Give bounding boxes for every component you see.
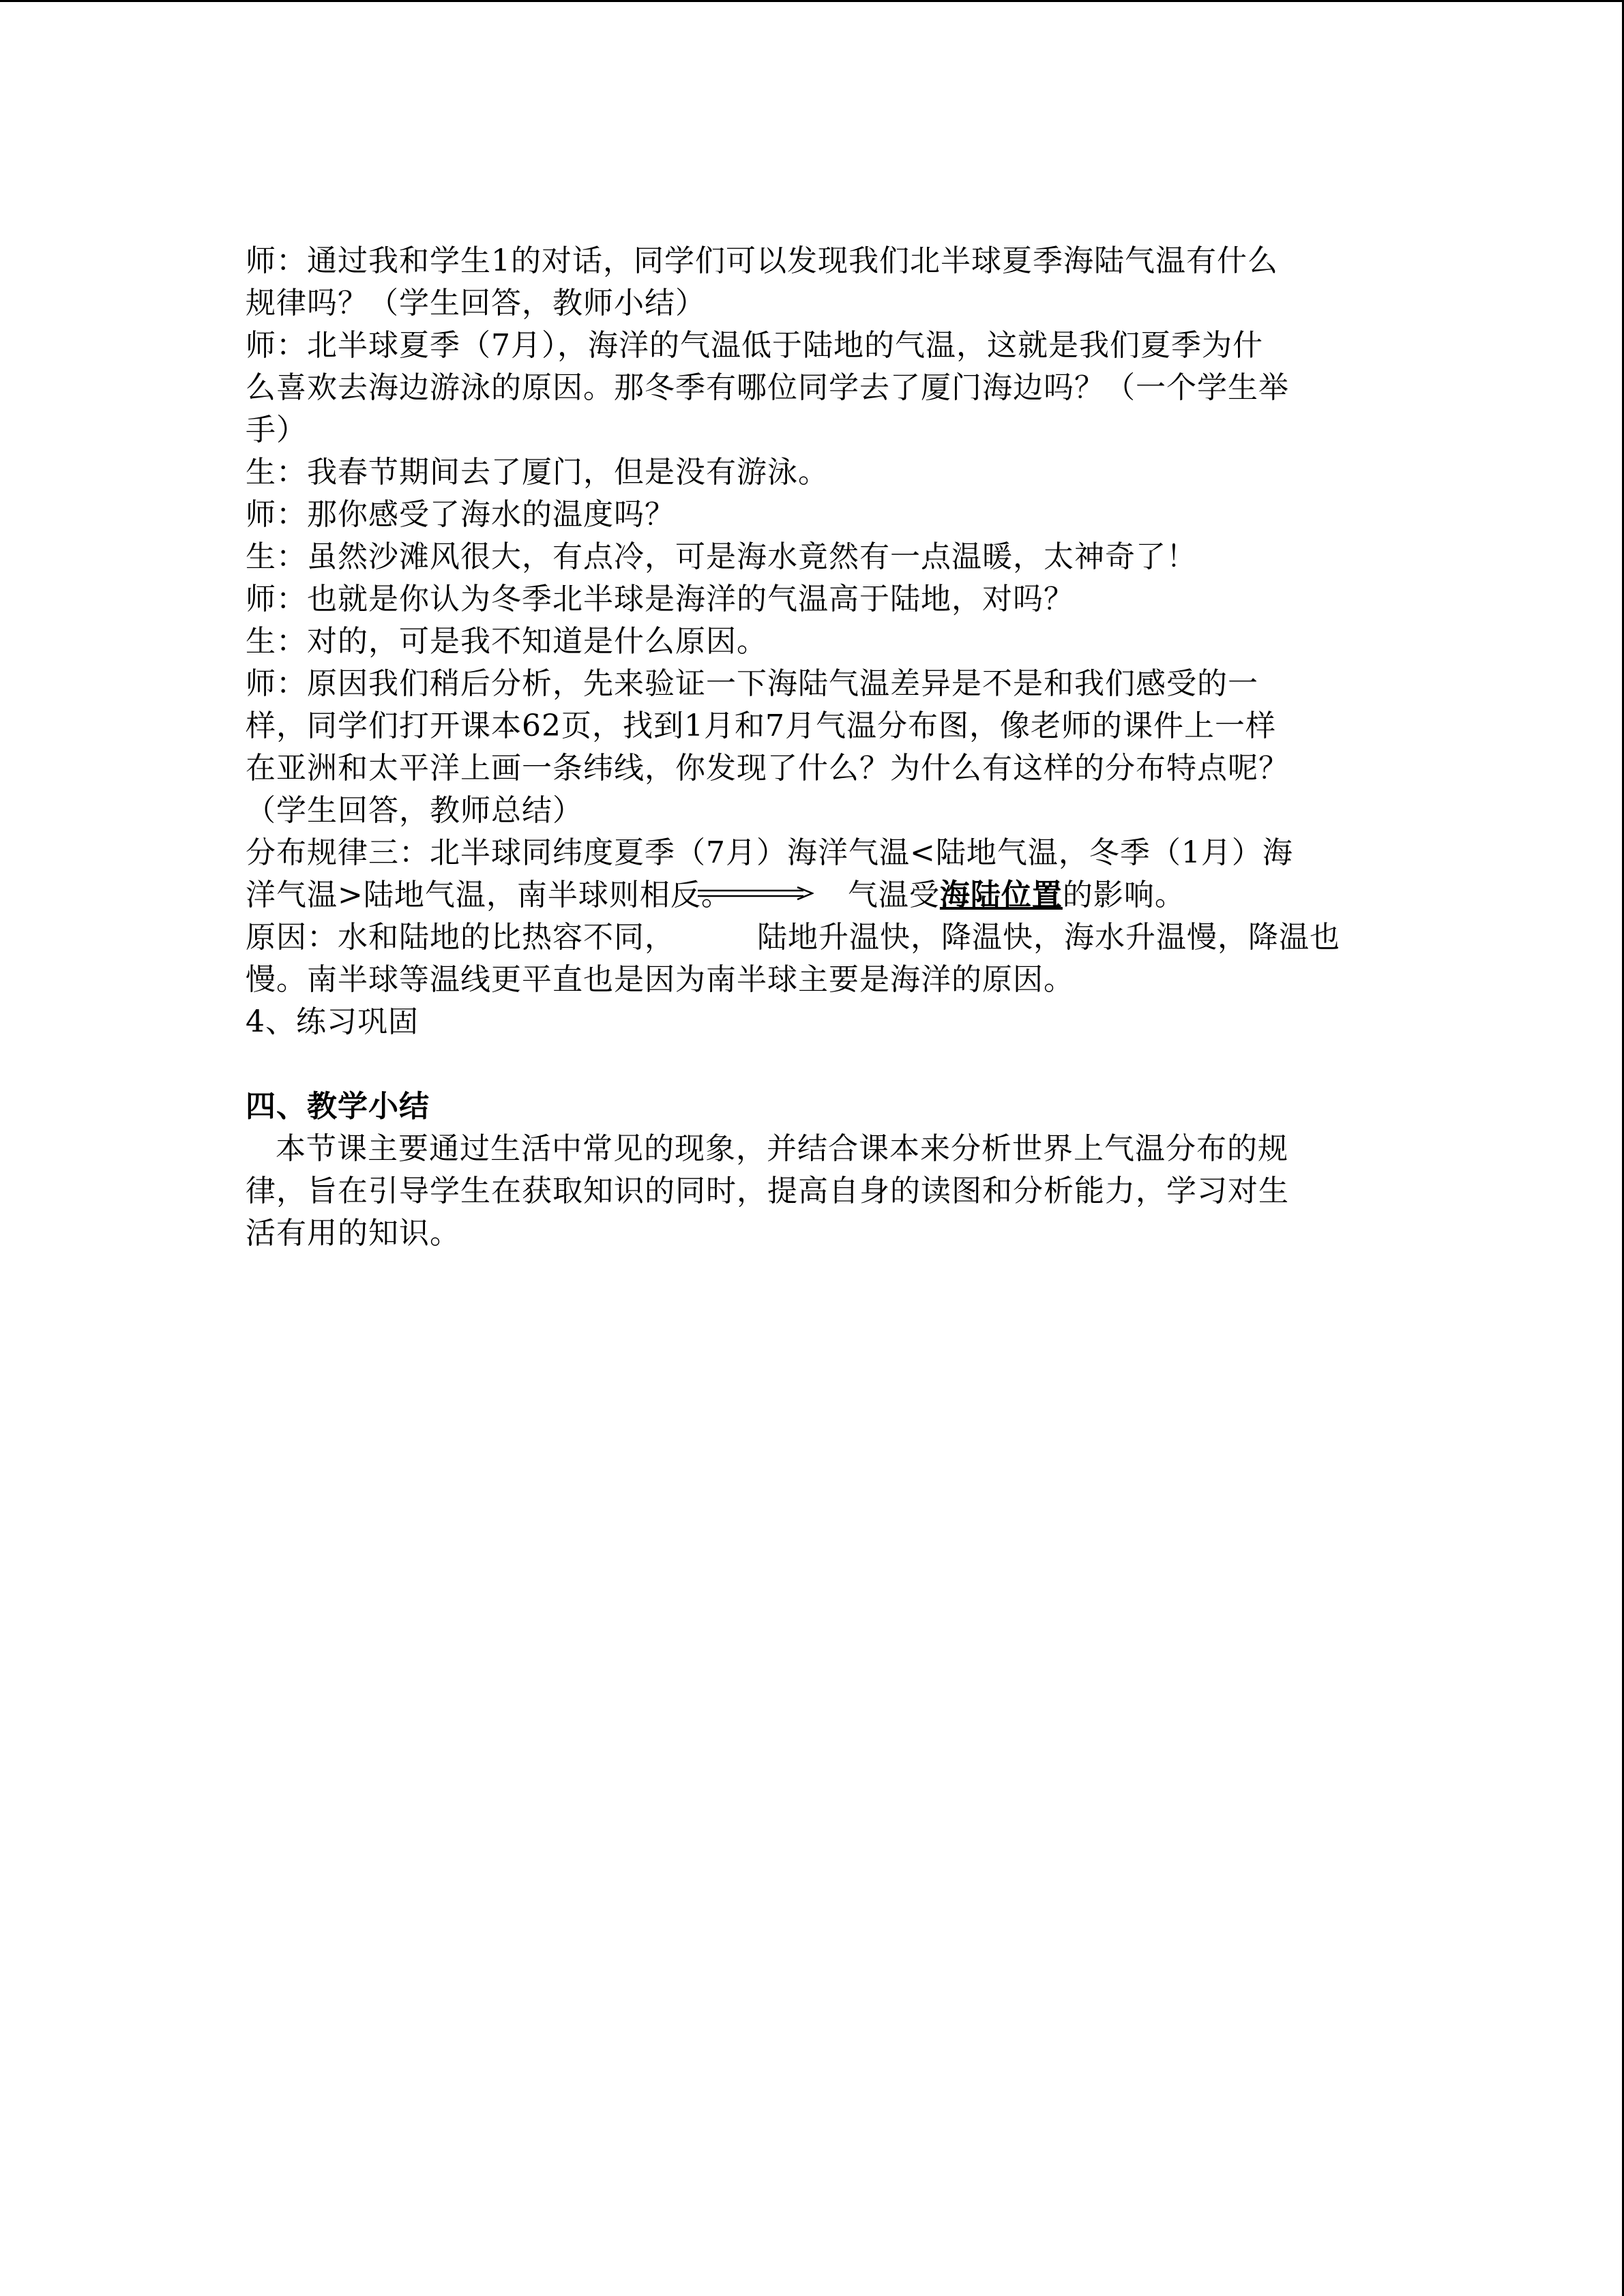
text-line: 活有用的知识。: [246, 1216, 460, 1251]
text-line: 样，同学们打开课本62页，找到1月和7月气温分布图，像老师的课件上一样: [246, 709, 1276, 743]
document-body: [246, 240, 1378, 1255]
reason-text: 原因：水和陆地的比热容不同，: [246, 920, 675, 955]
text-line: 生：我春节期间去了厦门，但是没有游泳。: [246, 455, 829, 490]
text-line: 生：对的，可是我不知道是什么原因。: [246, 624, 767, 659]
dialogue-paragraph: [246, 621, 1378, 663]
rule-text: 气温受: [847, 878, 940, 912]
rule-text: 洋气温>陆地气温，南半球则相反。: [246, 878, 732, 912]
summary-paragraph: [246, 1128, 1378, 1255]
dialogue-paragraph: [246, 240, 1378, 325]
dialogue-paragraph: [246, 578, 1378, 621]
rule-text: 的影响。: [1062, 878, 1185, 912]
text-line: 本节课主要通过生活中常见的现象，并结合课本来分析世界上气温分布的规: [276, 1131, 1288, 1166]
text-line: 师：北半球夏季（7月），海洋的气温低于陆地的气温，这就是我们夏季为什: [246, 328, 1263, 363]
emphasis-text: 海陆位置: [939, 878, 1063, 912]
text-line: 师：原因我们稍后分析，先来验证一下海陆气温差异是不是和我们感受的一: [246, 666, 1258, 701]
dialogue-paragraph: [246, 494, 1378, 536]
rule-paragraph: [246, 832, 1378, 916]
page-border-top: [0, 0, 1624, 2]
text-line: 在亚洲和太平洋上画一条纬线，你发现了什么？为什么有这样的分布特点呢？: [246, 751, 1289, 786]
text-line: 律，旨在引导学生在获取知识的同时，提高自身的读图和分析能力，学习对生: [246, 1174, 1289, 1208]
text-line: 4、练习巩固: [246, 1004, 419, 1039]
text-line: （学生回答，教师总结）: [246, 793, 583, 828]
text-line: 慢。南半球等温线更平直也是因为南半球主要是海洋的原因。: [246, 962, 1074, 997]
dialogue-paragraph: [246, 536, 1378, 578]
text-line: 分布规律三：北半球同纬度夏季（7月）海洋气温<陆地气温，冬季（1月）海: [246, 835, 1293, 870]
double-arrow-icon: [698, 886, 814, 900]
dialogue-paragraph: [246, 451, 1378, 494]
text-line: [246, 874, 1378, 916]
text-line: 规律吗？（学生回答，教师小结）: [246, 286, 706, 320]
dialogue-paragraph: [246, 663, 1378, 832]
dialogue-paragraph: [246, 325, 1378, 451]
list-item: [246, 1001, 1378, 1043]
text-line: [246, 916, 1378, 959]
text-line: 师：也就是你认为冬季北半球是海洋的气温高于陆地，对吗？: [246, 582, 1074, 616]
reason-paragraph: [246, 916, 1378, 1001]
text-line: 手）: [246, 413, 307, 447]
text-line: 师：那你感受了海水的温度吗？: [246, 497, 675, 532]
text-line: 生：虽然沙滩风很大，有点冷，可是海水竟然有一点温暖，太神奇了！: [246, 539, 1197, 574]
reason-text: 陆地升温快，降温快，海水升温慢，降温也: [757, 920, 1340, 955]
section-heading: 四、教学小结: [246, 1089, 430, 1124]
text-line: 么喜欢去海边游泳的原因。那冬季有哪位同学去了厦门海边吗？（一个学生举: [246, 370, 1289, 405]
text-line: 师：通过我和学生1的对话，同学们可以发现我们北半球夏季海陆气温有什么: [246, 243, 1278, 278]
